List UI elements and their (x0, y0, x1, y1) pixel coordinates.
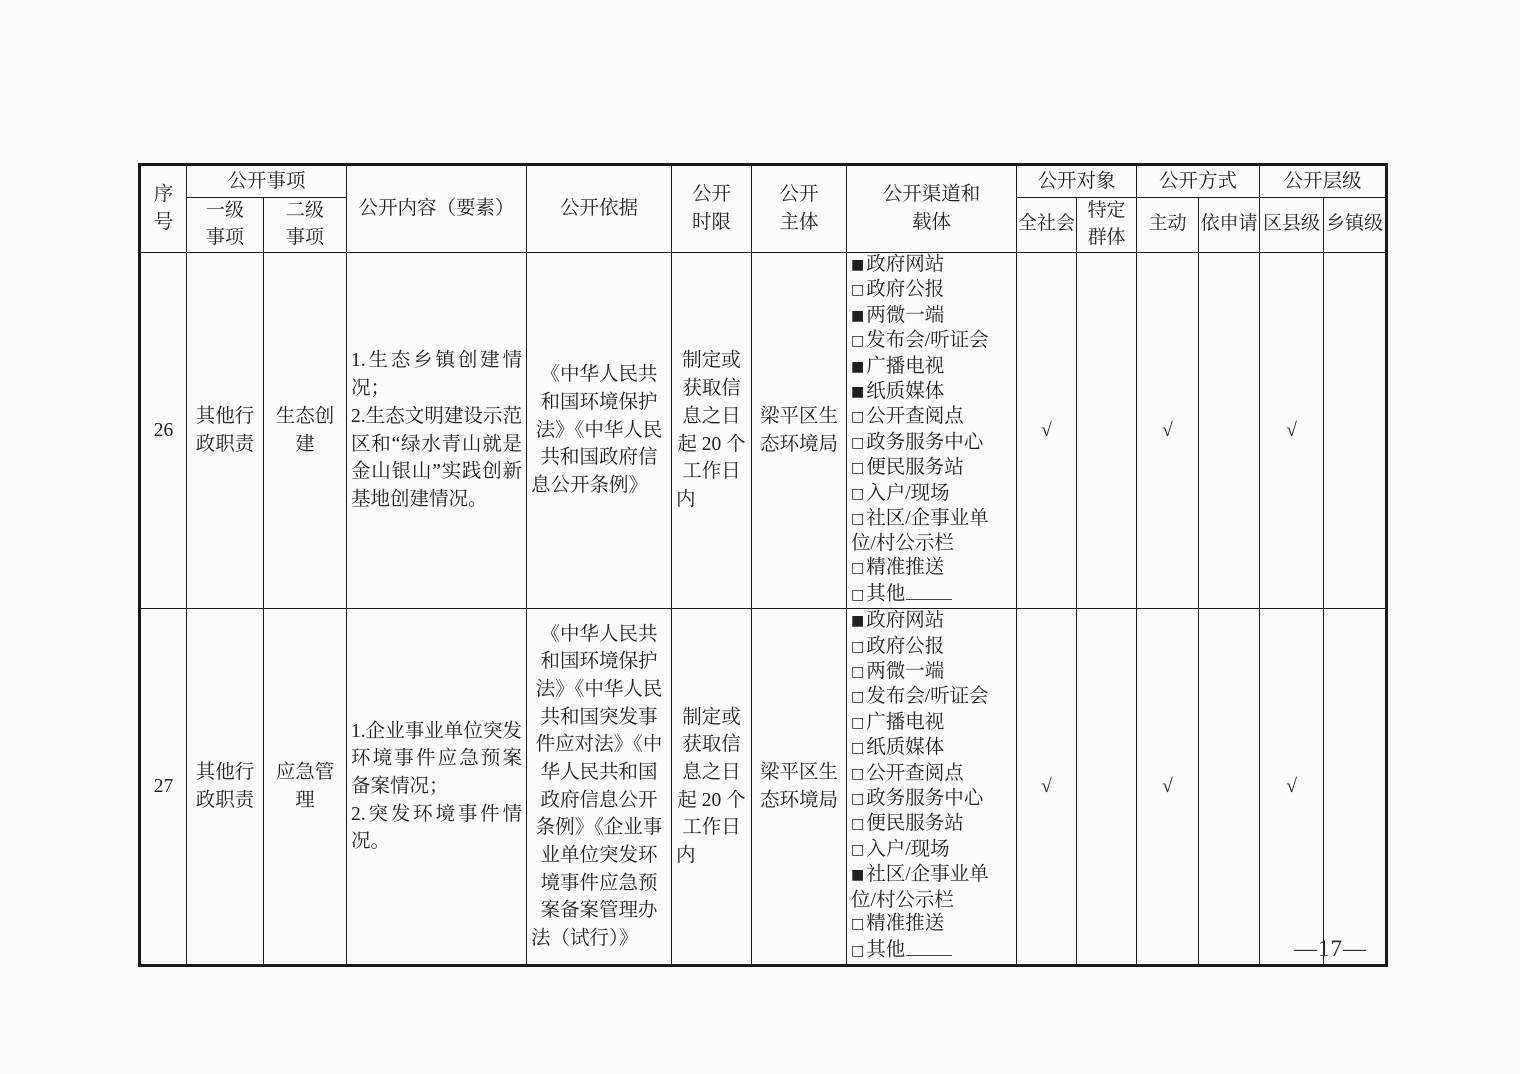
cell-serial: 27 (140, 609, 187, 966)
cell-serial: 26 (140, 252, 187, 608)
unchecked-box-icon: □ (851, 409, 865, 426)
table-header-row-1 (140, 165, 1387, 198)
cell-target-specific (1077, 252, 1137, 608)
channel-item: ■ 政府网站 (851, 610, 945, 632)
channel-item: □ 政务服务中心 (851, 787, 984, 809)
header-matter-l1: 一级 事项 (187, 198, 264, 253)
channel-item: □ 便民服务站 (851, 457, 964, 479)
header-method-proactive: 主动 (1137, 198, 1199, 253)
cell-content (347, 252, 527, 608)
content-line: 1.企业事业单位突发环境事件应急预案备案情况； (351, 720, 523, 797)
channel-item: □ 入户/现场 (851, 482, 950, 504)
unchecked-box-icon: □ (851, 559, 865, 576)
channel-list (851, 253, 1012, 608)
unchecked-box-icon: □ (851, 841, 865, 858)
unchecked-box-icon: □ (851, 790, 865, 807)
content-line: 2.突发环境事件情况。 (351, 803, 523, 853)
channel-item: ■ 广播电视 (851, 355, 945, 377)
cell-subject: 梁平区生态环境局 (752, 609, 847, 966)
unchecked-box-icon: □ (851, 916, 865, 933)
cell-basis: 《中华人民共和国环境保护法》《中华人民共和国突发事件应对法》《中华人民共和国政府信息公开条例》《企业事业单位突发环境事件应急预案备案管理办法（试行）》 (527, 609, 672, 966)
checked-box-icon: ■ (851, 383, 865, 400)
checked-box-icon: ■ (851, 867, 865, 884)
channel-item: □ 精准推送 (851, 913, 945, 935)
header-channels: 公开渠道和 载体 (847, 165, 1017, 253)
unchecked-box-icon: □ (851, 663, 865, 680)
channel-item: □ 公开查阅点 (851, 762, 964, 784)
checked-box-icon: ■ (851, 256, 865, 273)
checked-box-icon: ■ (851, 358, 865, 375)
header-target-specific: 特定 群体 (1077, 198, 1137, 253)
content-line: 1.生态乡镇创建情况； (351, 350, 523, 400)
page-number: —17— (1294, 936, 1367, 961)
header-content: 公开内容（要素） (347, 165, 527, 253)
channel-item: □ 公开查阅点 (851, 406, 964, 428)
cell-target-all: √ (1017, 252, 1077, 608)
channel-item: ■ 社区/企事业单位/村公示栏 (851, 864, 989, 911)
checked-box-icon: ■ (851, 307, 865, 324)
header-serial: 序号 (140, 165, 187, 253)
channel-item: □ 广播电视 (851, 711, 945, 733)
unchecked-box-icon: □ (851, 689, 865, 706)
cell-level-township (1324, 609, 1387, 966)
channel-item: □ 纸质媒体 (851, 737, 945, 759)
header-level-group: 公开层级 (1260, 165, 1387, 198)
channel-item: □ 精准推送 (851, 556, 945, 578)
channel-item: □ 两微一端 (851, 660, 945, 682)
disclosure-table (138, 163, 1388, 967)
header-method-on-request: 依申请 (1199, 198, 1260, 253)
cell-level1: 其他行政职责 (187, 609, 264, 966)
cell-basis: 《中华人民共和国环境保护法》《中华人民共和国政府信息公开条例》 (527, 252, 672, 608)
cell-level-township (1324, 252, 1387, 608)
header-time-limit: 公开 时限 (672, 165, 752, 253)
table-row (140, 252, 1387, 608)
cell-method-proactive: √ (1137, 609, 1199, 966)
blank-underline (906, 581, 952, 600)
table-row (140, 609, 1387, 966)
channel-item: ■ 两微一端 (851, 304, 945, 326)
channel-item: □ 入户/现场 (851, 838, 950, 860)
channel-item: ■ 政府网站 (851, 253, 945, 275)
channel-item: □ 发布会/听证会 (851, 686, 989, 708)
unchecked-box-icon: □ (851, 511, 865, 527)
channel-list (851, 609, 1012, 964)
cell-target-specific (1077, 609, 1137, 966)
header-basis: 公开依据 (527, 165, 672, 253)
unchecked-box-icon: □ (851, 765, 865, 782)
cell-method-proactive: √ (1137, 252, 1199, 608)
header-target-all: 全社会 (1017, 198, 1077, 253)
blank-underline (906, 937, 952, 956)
header-subject: 公开 主体 (752, 165, 847, 253)
unchecked-box-icon: □ (851, 282, 865, 299)
unchecked-box-icon: □ (851, 714, 865, 731)
channel-item: □ 便民服务站 (851, 813, 964, 835)
unchecked-box-icon: □ (851, 434, 865, 451)
cell-channels (847, 252, 1017, 608)
header-matter-group: 公开事项 (187, 165, 347, 198)
unchecked-box-icon: □ (851, 740, 865, 757)
unchecked-box-icon: □ (851, 816, 865, 833)
channel-item: □ 政府公报 (851, 279, 945, 301)
cell-time-limit: 制定或获取信息之日起 20 个工作日内 (672, 609, 752, 966)
unchecked-box-icon: □ (851, 942, 865, 959)
channel-item: □ 社区/企事业单位/村公示栏 (851, 508, 989, 555)
unchecked-box-icon: □ (851, 460, 865, 477)
cell-level-district: √ (1260, 252, 1324, 608)
channel-item: □ 其他 (851, 581, 1012, 608)
cell-subject: 梁平区生态环境局 (752, 252, 847, 608)
header-target-group: 公开对象 (1017, 165, 1137, 198)
cell-level2: 生态创建 (264, 252, 347, 608)
unchecked-box-icon: □ (851, 485, 865, 502)
checked-box-icon: ■ (851, 613, 865, 630)
content-line: 2.生态文明建设示范区和“绿水青山就是金山银山”实践创新基地创建情况。 (351, 405, 523, 510)
cell-level1: 其他行政职责 (187, 252, 264, 608)
channel-item: □ 政务服务中心 (851, 431, 984, 453)
cell-time-limit: 制定或获取信息之日起 20 个工作日内 (672, 252, 752, 608)
cell-method-on-request (1199, 252, 1260, 608)
header-level-district: 区县级 (1260, 198, 1324, 253)
cell-level2: 应急管理 (264, 609, 347, 966)
unchecked-box-icon: □ (851, 638, 865, 655)
cell-channels (847, 609, 1017, 966)
cell-method-on-request (1199, 609, 1260, 966)
unchecked-box-icon: □ (851, 333, 865, 350)
cell-level-district: √ (1260, 609, 1324, 966)
header-level-township: 乡镇级 (1324, 198, 1387, 253)
unchecked-box-icon: □ (851, 586, 865, 603)
header-matter-l2: 二级 事项 (264, 198, 347, 253)
channel-item: □ 政府公报 (851, 635, 945, 657)
cell-content (347, 609, 527, 966)
channel-item: □ 其他 (851, 937, 1012, 964)
channel-item: □ 发布会/听证会 (851, 330, 989, 352)
channel-item: ■ 纸质媒体 (851, 380, 945, 402)
header-method-group: 公开方式 (1137, 165, 1260, 198)
cell-target-all: √ (1017, 609, 1077, 966)
